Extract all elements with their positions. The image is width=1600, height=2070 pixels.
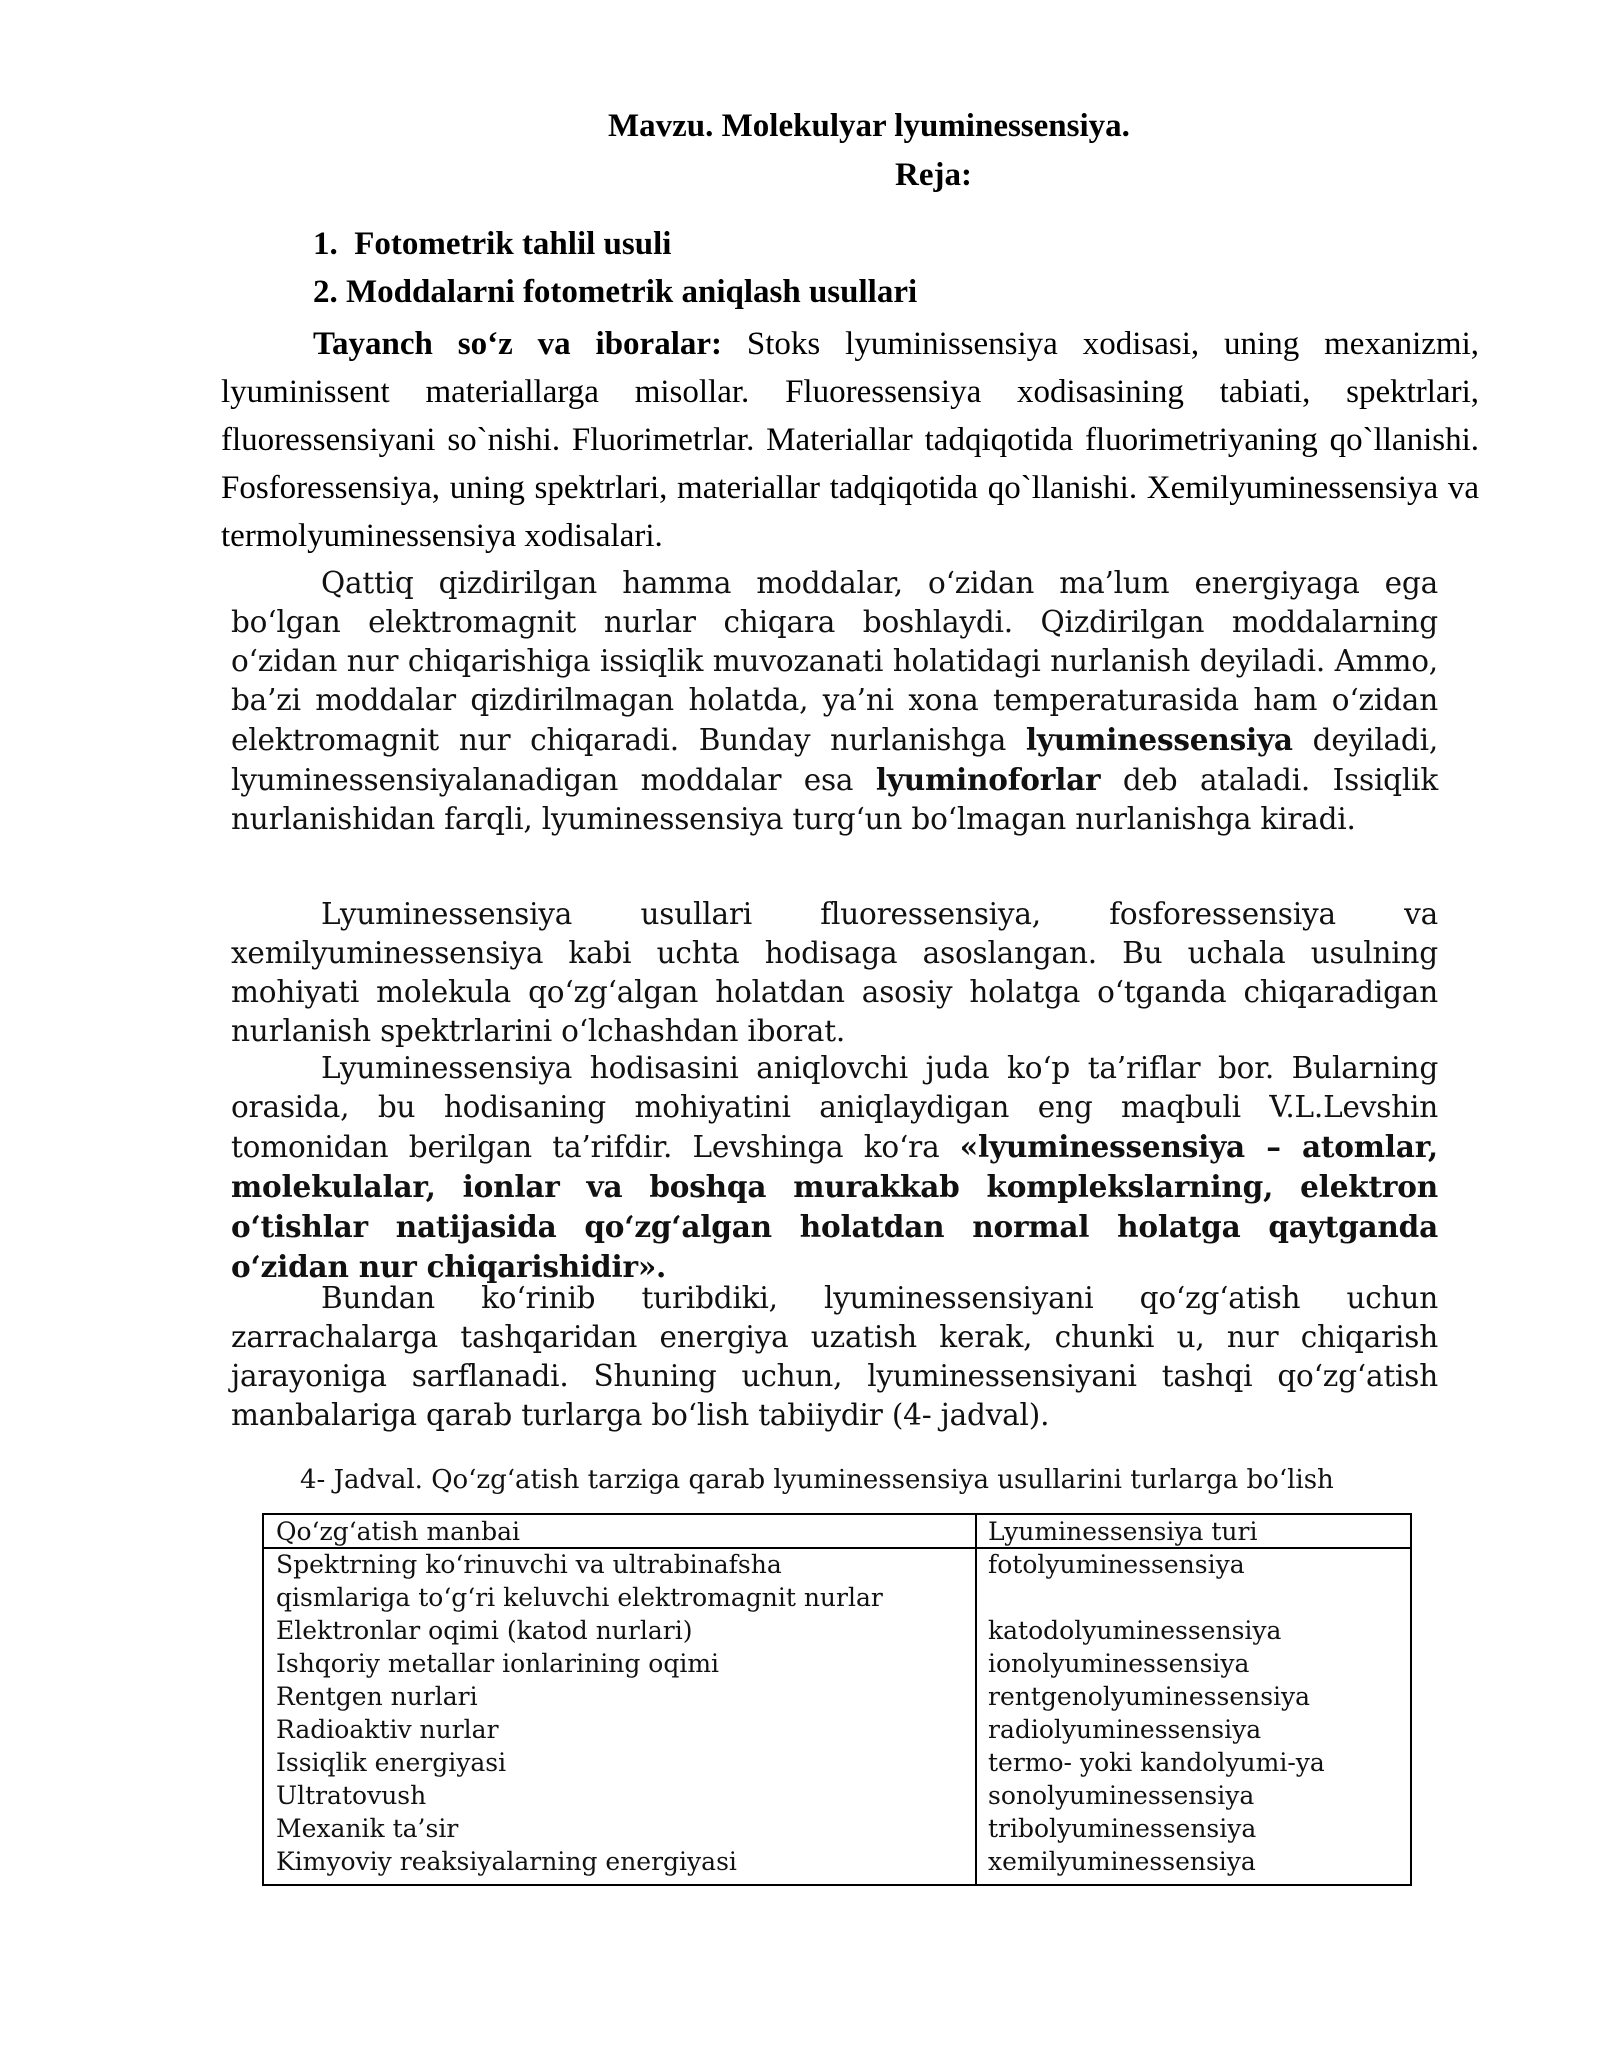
table-column-divider (975, 1515, 977, 1884)
table-cell-source: Issiqlik energiyasi (276, 1748, 507, 1777)
paragraph-text: Lyuminessensiya hodisasini aniqlovchi juda ko‘p ta’riflar bor. Bularning orasida, bu hodisaning mohiyatini aniqlaydigan eng maqbuli V.L.Levshin tomonidan berilgan ta’rifdir. Levshinga ko‘ra (231, 1051, 1438, 1164)
table-cell-source: Ultratovush (276, 1781, 427, 1810)
levshin-quote: «lyuminessensiya – atomlar, molekulalar, ionlar va boshqa murakkab komplekslarning, elektron o‘tishlar natijasida qo‘zg‘algan holatdan normal holatga qaytganda o‘zidan nur chiqarishidir». (231, 1129, 1438, 1284)
plan-item (313, 226, 671, 263)
luminescence-types-table (262, 1513, 1412, 1886)
plan-item-text: Fotometrik tahlil usuli (354, 226, 672, 262)
table-cell-source: Mexanik ta’sir (276, 1814, 459, 1843)
table-cell-type: rentgenolyuminessensiya (988, 1682, 1311, 1711)
keywords-text: Stoks lyuminissensiya xodisasi, uning mexanizmi, lyuminissent materiallarga misollar. Fluoressensiya xodisasining tabiati, spektrlari, fluoressensiyani so`nishi. Fluorimetrlar. Materiallar tadqiqotida fluorimetriyaning qo`llanishi. Fosforessensiya, uning spektrlari, materiallar tadqiqotida qo`llanishi. Xemilyuminessensiya va termolyuminessensiya xodisalari. (221, 326, 1479, 554)
table-cell-type: ionolyuminessensiya (988, 1649, 1250, 1678)
plan-item-text: Moddalarni fotometrik aniqlash usullari (346, 274, 918, 310)
term-luminophores: lyuminoforlar (875, 762, 1101, 797)
paragraph-methods: Lyuminessensiya usullari fluoressensiya, fosforessensiya va xemilyuminessensiya kabi uchta hodisaga asoslangan. Bu uchala usulning mohiyati molekula qo‘zg‘algan holatdan asosiy holatga o‘tganda chiqaradigan nurlanish spektrlarini o‘lchashdan iborat. (231, 897, 1438, 1048)
paragraph-text: Qattiq qizdirilgan hamma moddalar, o‘zidan ma’lum energiyaga ega bo‘lgan elektromagnit nurlar chiqara boshlaydi. Qizdirilgan moddalarning o‘zidan nur chiqarishiga issiqlik muvozanati holatidagi nurlanish deyiladi. Ammo, ba’zi moddalar qizdirilmagan holatda, ya’ni xona temperaturasida ham o‘zidan elektromagnit nur chiqaradi. Bunday nurlanishga (231, 566, 1438, 757)
paragraph-text: deyiladi, lyuminessensiyalanadigan moddalar esa (231, 723, 1438, 797)
plan-heading: Reja: (895, 157, 972, 193)
table-cell-source: Kimyoviy reaksiyalarning energiyasi (276, 1847, 737, 1876)
table-header-type: Lyuminessensiya turi (988, 1517, 1258, 1546)
plan-item (313, 274, 917, 311)
term-luminescence: lyuminessensiya (1025, 722, 1293, 757)
table-cell-source: Spektrning ko‘rinuvchi va ultrabinafsha (276, 1550, 782, 1579)
paragraph-luminescence-definition (231, 564, 1438, 839)
paragraph-text: deb ataladi. Issiqlik nurlanishidan farqli, lyuminessensiya turg‘un bo‘lmagan nurlanishga kiradi. (231, 763, 1439, 836)
paragraph-excitation: Bundan ko‘rinib turibdiki, lyuminessensiyani qo‘zg‘atish uchun zarrachalarga tashqaridan energiya uzatish kerak, chunki u, nur chiqarish jarayoniga sarflanadi. Shuning uchun, lyuminessensiyani tashqi qo‘zg‘atish manbalariga qarab turlarga bo‘lish tabiiydir (4- jadval). (231, 1281, 1438, 1432)
page-title: Mavzu. Molekulyar lyuminessensiya. (608, 108, 1130, 144)
table-cell-source: qismlariga to‘g‘ri keluvchi elektromagnit nurlar (276, 1583, 883, 1612)
table-cell-source: Radioaktiv nurlar (276, 1715, 499, 1744)
plan-item-number: 1. (313, 226, 338, 262)
table-cell-type: fotolyuminessensiya (988, 1550, 1245, 1579)
keywords-paragraph (221, 320, 1479, 560)
table-cell-type: sonolyuminessensiya (988, 1781, 1255, 1810)
plan-item-number: 2. (313, 274, 338, 310)
table-caption: 4- Jadval. Qo‘zg‘atish tarziga qarab lyuminessensiya usullarini turlarga bo‘lish (300, 1465, 1334, 1495)
table-header-source: Qo‘zg‘atish manbai (276, 1517, 521, 1546)
table-cell-source: Rentgen nurlari (276, 1682, 478, 1711)
table-cell-type: radiolyuminessensiya (988, 1715, 1262, 1744)
table-cell-type: tribolyuminessensiya (988, 1814, 1257, 1843)
table-cell-source: Ishqoriy metallar ionlarining oqimi (276, 1649, 720, 1678)
table-cell-type: termo- yoki kandolyumi-ya (988, 1748, 1325, 1777)
paragraph-levshin-definition (231, 1049, 1438, 1287)
keywords-label: Tayanch so‘z va iboralar: (313, 326, 722, 362)
table-cell-source: Elektronlar oqimi (katod nurlari) (276, 1616, 693, 1645)
table-cell-type: xemilyuminessensiya (988, 1847, 1256, 1876)
table-cell-type: katodolyuminessensiya (988, 1616, 1282, 1645)
